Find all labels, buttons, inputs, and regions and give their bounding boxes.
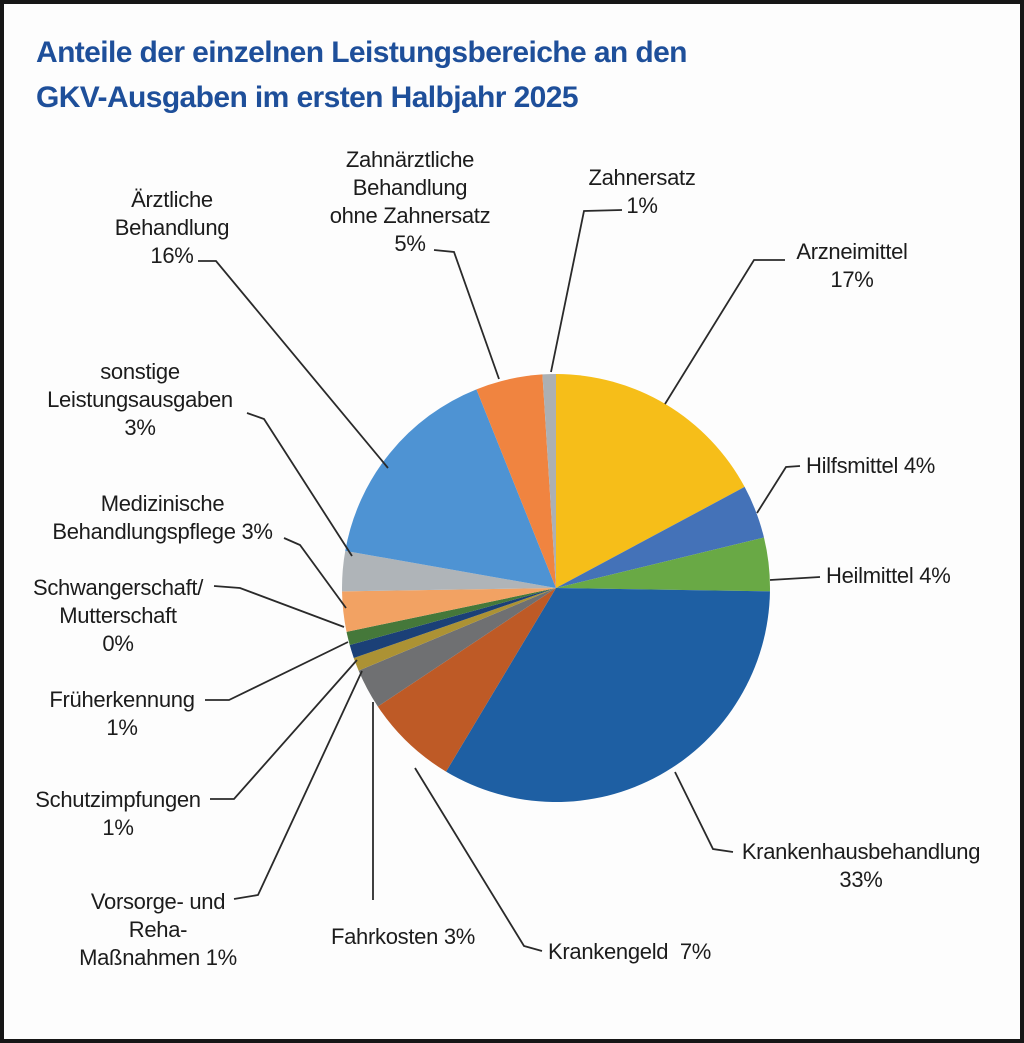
pie-callout-krankengeld xyxy=(548,938,768,966)
leader-line-med-behandlungspflege xyxy=(284,538,346,608)
pie-callout-sonstige-leistungsausgaben xyxy=(28,358,252,442)
pie-callout-line: Maßnahmen 1% xyxy=(79,945,237,970)
pie-callout-line: 1% xyxy=(102,815,134,840)
pie-callout-line: Arzneimittel xyxy=(796,239,908,264)
pie-callout-line: Zahnersatz xyxy=(588,165,696,190)
pie-callout-vorsorge-reha xyxy=(58,888,258,972)
pie-callout-line: Behandlungspflege 3% xyxy=(52,519,273,544)
pie-callout-line: 0% xyxy=(102,631,134,656)
pie-callout-hilfsmittel xyxy=(806,452,1016,480)
chart-title-line1: Anteile der einzelnen Leistungsbereiche an den xyxy=(36,36,687,69)
leader-line-schwangerschaft-mutterschaft xyxy=(214,586,344,627)
pie-callout-line: 16% xyxy=(150,243,194,268)
pie-callout-heilmittel xyxy=(826,562,1024,590)
pie-callout-line: Behandlung xyxy=(114,215,230,240)
chart-title-line2: GKV-Ausgaben im ersten Halbjahr 2025 xyxy=(36,81,578,114)
pie-callout-line: Ärztliche xyxy=(131,187,213,212)
pie-callout-line: Vorsorge- und xyxy=(90,889,226,914)
pie-callout-line: Heilmittel 4% xyxy=(826,563,951,588)
pie-callout-line: Schwangerschaft/ xyxy=(32,575,204,600)
pie-callout-arzneimittel xyxy=(762,238,942,294)
pie-callout-line: 1% xyxy=(106,715,138,740)
pie-callout-schutzimpfungen xyxy=(18,786,218,842)
pie-callout-line: Schutzimpfungen xyxy=(35,787,201,812)
pie-callout-line: Zahnärztliche xyxy=(345,147,475,172)
pie-callout-line: 17% xyxy=(830,267,874,292)
pie-callout-aerztliche-behandlung xyxy=(72,186,272,270)
pie-callout-med-behandlungspflege xyxy=(35,490,290,546)
pie-callout-frueherkennung xyxy=(22,686,222,742)
pie-callout-line: Krankengeld 7% xyxy=(548,939,712,964)
pie-callout-line: Medizinische xyxy=(100,491,225,516)
pie-callout-fahrkosten xyxy=(318,923,488,951)
pie-callout-schwangerschaft-mutterschaft xyxy=(12,574,224,658)
pie-callout-line: Hilfsmittel 4% xyxy=(806,453,936,478)
pie-callout-line: sonstige xyxy=(100,359,180,384)
pie-callout-line: Krankenhausbehandlung xyxy=(741,839,981,864)
pie-callout-line: Früherkennung xyxy=(49,687,195,712)
pie-callout-line: 1% xyxy=(626,193,658,218)
leader-line-zahnersatz xyxy=(551,210,622,372)
pie-callout-line: 33% xyxy=(839,867,883,892)
pie-callout-line: 3% xyxy=(124,415,156,440)
leader-line-heilmittel xyxy=(770,577,820,580)
leader-line-vorsorge-reha xyxy=(234,671,362,899)
pie-callout-line: Behandlung xyxy=(352,175,468,200)
pie-callout-line: Fahrkosten 3% xyxy=(330,924,476,949)
pie-callout-zahnersatz xyxy=(562,164,722,220)
pie-callout-line: Reha- xyxy=(128,917,188,942)
pie-callout-zahnaerztliche-behandlung xyxy=(305,146,515,258)
pie-callout-krankenhausbehandlung xyxy=(725,838,997,894)
pie-callout-line: 5% xyxy=(394,231,426,256)
leader-line-hilfsmittel xyxy=(757,466,800,513)
leader-line-zahnaerztliche-behandlung xyxy=(434,250,499,379)
chart-title xyxy=(36,30,687,120)
leader-line-frueherkennung xyxy=(205,642,348,700)
pie-callout-line: Leistungsausgaben xyxy=(47,387,233,412)
pie-callout-line: Mutterschaft xyxy=(59,603,177,628)
pie-callout-line: ohne Zahnersatz xyxy=(329,203,491,228)
